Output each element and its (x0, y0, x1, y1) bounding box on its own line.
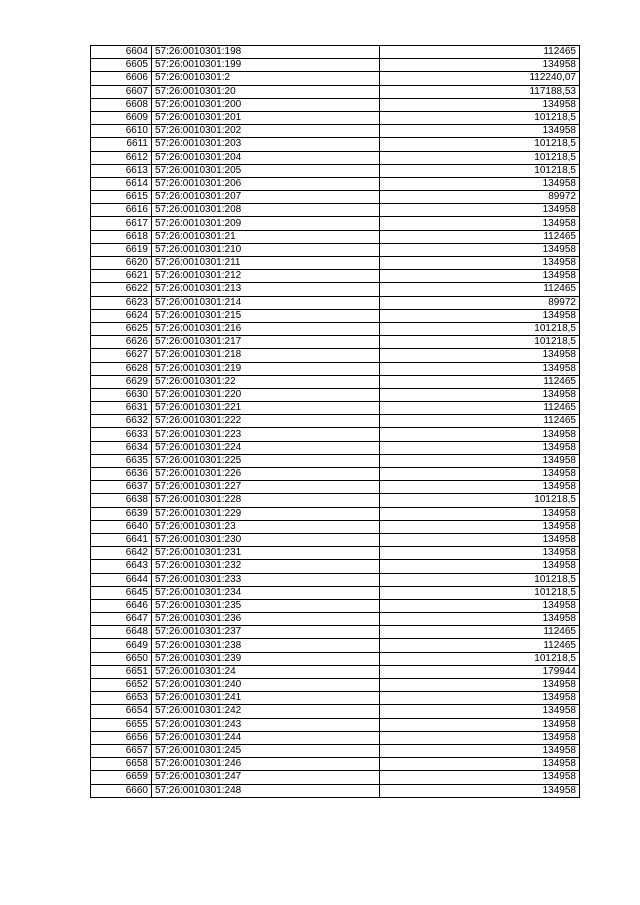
table-row (91, 322, 580, 335)
cadastral-value-cell: 101218,5 (380, 138, 580, 151)
table-row (91, 573, 580, 586)
cadastral-value-cell: 112465 (380, 230, 580, 243)
cadastral-number-cell: 57:26:0010301:225 (152, 454, 380, 467)
table-row (91, 533, 580, 546)
table-body (91, 46, 580, 798)
table-row (91, 177, 580, 190)
cadastral-value-cell: 134958 (380, 428, 580, 441)
table-row (91, 507, 580, 520)
cadastral-number-cell: 57:26:0010301:208 (152, 204, 380, 217)
cadastral-number-cell: 57:26:0010301:245 (152, 744, 380, 757)
row-number-cell: 6611 (91, 138, 152, 151)
row-number-cell: 6613 (91, 164, 152, 177)
row-number-cell: 6621 (91, 270, 152, 283)
table-row (91, 204, 580, 217)
cadastral-number-cell: 57:26:0010301:232 (152, 560, 380, 573)
cadastral-number-cell: 57:26:0010301:201 (152, 111, 380, 124)
table-row (91, 744, 580, 757)
cadastral-value-cell: 134958 (380, 547, 580, 560)
row-number-cell: 6616 (91, 204, 152, 217)
table-row (91, 586, 580, 599)
cadastral-value-cell: 134958 (380, 613, 580, 626)
table-row (91, 718, 580, 731)
row-number-cell: 6645 (91, 586, 152, 599)
cadastral-number-cell: 57:26:0010301:246 (152, 758, 380, 771)
cadastral-value-cell: 134958 (380, 257, 580, 270)
cadastral-value-cell: 112465 (380, 639, 580, 652)
table-row (91, 164, 580, 177)
table-row (91, 494, 580, 507)
cadastral-value-cell: 101218,5 (380, 151, 580, 164)
cadastral-value-cell: 101218,5 (380, 652, 580, 665)
cadastral-value-cell: 134958 (380, 270, 580, 283)
cadastral-value-cell: 101218,5 (380, 111, 580, 124)
table-row (91, 665, 580, 678)
row-number-cell: 6608 (91, 98, 152, 111)
cadastral-number-cell: 57:26:0010301:220 (152, 388, 380, 401)
cadastral-number-cell: 57:26:0010301:223 (152, 428, 380, 441)
cadastral-value-cell: 112465 (380, 375, 580, 388)
row-number-cell: 6605 (91, 59, 152, 72)
row-number-cell: 6636 (91, 468, 152, 481)
cadastral-number-cell: 57:26:0010301:235 (152, 599, 380, 612)
row-number-cell: 6627 (91, 349, 152, 362)
cadastral-number-cell: 57:26:0010301:230 (152, 533, 380, 546)
cadastral-number-cell: 57:26:0010301:203 (152, 138, 380, 151)
cadastral-value-cell: 134958 (380, 784, 580, 797)
cadastral-number-cell: 57:26:0010301:221 (152, 402, 380, 415)
table-row (91, 599, 580, 612)
cadastral-number-cell: 57:26:0010301:218 (152, 349, 380, 362)
cadastral-number-cell: 57:26:0010301:219 (152, 362, 380, 375)
row-number-cell: 6618 (91, 230, 152, 243)
row-number-cell: 6615 (91, 191, 152, 204)
cadastral-number-cell: 57:26:0010301:228 (152, 494, 380, 507)
cadastral-number-cell: 57:26:0010301:22 (152, 375, 380, 388)
row-number-cell: 6648 (91, 626, 152, 639)
row-number-cell: 6651 (91, 665, 152, 678)
cadastral-value-cell: 134958 (380, 125, 580, 138)
cadastral-number-cell: 57:26:0010301:226 (152, 468, 380, 481)
cadastral-number-cell: 57:26:0010301:231 (152, 547, 380, 560)
table-row (91, 454, 580, 467)
cadastral-number-cell: 57:26:0010301:217 (152, 336, 380, 349)
row-number-cell: 6623 (91, 296, 152, 309)
table-row (91, 349, 580, 362)
cadastral-value-cell: 134958 (380, 204, 580, 217)
row-number-cell: 6630 (91, 388, 152, 401)
row-number-cell: 6634 (91, 441, 152, 454)
cadastral-value-cell: 134958 (380, 679, 580, 692)
table-row (91, 336, 580, 349)
table-row (91, 85, 580, 98)
table-row (91, 296, 580, 309)
cadastral-value-cell: 134958 (380, 177, 580, 190)
cadastral-value-cell: 134958 (380, 243, 580, 256)
cadastral-number-cell: 57:26:0010301:229 (152, 507, 380, 520)
cadastral-value-cell: 134958 (380, 507, 580, 520)
cadastral-value-cell: 134958 (380, 362, 580, 375)
cadastral-value-table (90, 45, 580, 798)
cadastral-value-cell: 134958 (380, 705, 580, 718)
row-number-cell: 6606 (91, 72, 152, 85)
cadastral-value-cell: 117188,53 (380, 85, 580, 98)
cadastral-value-cell: 134958 (380, 309, 580, 322)
table-row (91, 639, 580, 652)
cadastral-number-cell: 57:26:0010301:200 (152, 98, 380, 111)
cadastral-value-cell: 101218,5 (380, 322, 580, 335)
cadastral-number-cell: 57:26:0010301:224 (152, 441, 380, 454)
cadastral-number-cell: 57:26:0010301:234 (152, 586, 380, 599)
table-row (91, 547, 580, 560)
table-row (91, 217, 580, 230)
row-number-cell: 6614 (91, 177, 152, 190)
row-number-cell: 6646 (91, 599, 152, 612)
cadastral-number-cell: 57:26:0010301:222 (152, 415, 380, 428)
table-row (91, 415, 580, 428)
cadastral-number-cell: 57:26:0010301:205 (152, 164, 380, 177)
cadastral-number-cell: 57:26:0010301:237 (152, 626, 380, 639)
row-number-cell: 6659 (91, 771, 152, 784)
cadastral-number-cell: 57:26:0010301:204 (152, 151, 380, 164)
cadastral-value-cell: 112465 (380, 415, 580, 428)
row-number-cell: 6626 (91, 336, 152, 349)
row-number-cell: 6639 (91, 507, 152, 520)
cadastral-number-cell: 57:26:0010301:241 (152, 692, 380, 705)
row-number-cell: 6649 (91, 639, 152, 652)
cadastral-value-cell: 134958 (380, 388, 580, 401)
row-number-cell: 6643 (91, 560, 152, 573)
table-row (91, 481, 580, 494)
table-row (91, 375, 580, 388)
cadastral-number-cell: 57:26:0010301:247 (152, 771, 380, 784)
table-row (91, 560, 580, 573)
table-row (91, 191, 580, 204)
table-row (91, 731, 580, 744)
row-number-cell: 6624 (91, 309, 152, 322)
cadastral-number-cell: 57:26:0010301:243 (152, 718, 380, 731)
cadastral-number-cell: 57:26:0010301:233 (152, 573, 380, 586)
row-number-cell: 6644 (91, 573, 152, 586)
table-row (91, 151, 580, 164)
cadastral-value-cell: 134958 (380, 731, 580, 744)
cadastral-number-cell: 57:26:0010301:239 (152, 652, 380, 665)
row-number-cell: 6657 (91, 744, 152, 757)
table-row (91, 692, 580, 705)
row-number-cell: 6654 (91, 705, 152, 718)
row-number-cell: 6632 (91, 415, 152, 428)
row-number-cell: 6612 (91, 151, 152, 164)
cadastral-value-cell: 134958 (380, 771, 580, 784)
cadastral-value-cell: 112240,07 (380, 72, 580, 85)
cadastral-value-cell: 101218,5 (380, 586, 580, 599)
row-number-cell: 6656 (91, 731, 152, 744)
table-row (91, 59, 580, 72)
row-number-cell: 6635 (91, 454, 152, 467)
row-number-cell: 6638 (91, 494, 152, 507)
cadastral-value-cell: 101218,5 (380, 573, 580, 586)
cadastral-value-cell: 89972 (380, 191, 580, 204)
cadastral-value-cell: 134958 (380, 718, 580, 731)
table-row (91, 652, 580, 665)
table-row (91, 230, 580, 243)
cadastral-value-cell: 101218,5 (380, 336, 580, 349)
cadastral-number-cell: 57:26:0010301:244 (152, 731, 380, 744)
cadastral-number-cell: 57:26:0010301:227 (152, 481, 380, 494)
row-number-cell: 6628 (91, 362, 152, 375)
row-number-cell: 6625 (91, 322, 152, 335)
row-number-cell: 6610 (91, 125, 152, 138)
row-number-cell: 6647 (91, 613, 152, 626)
cadastral-value-cell: 134958 (380, 481, 580, 494)
cadastral-number-cell: 57:26:0010301:248 (152, 784, 380, 797)
table-row (91, 758, 580, 771)
row-number-cell: 6620 (91, 257, 152, 270)
cadastral-number-cell: 57:26:0010301:206 (152, 177, 380, 190)
cadastral-number-cell: 57:26:0010301:215 (152, 309, 380, 322)
row-number-cell: 6604 (91, 46, 152, 59)
cadastral-value-cell: 112465 (380, 626, 580, 639)
table-row (91, 468, 580, 481)
table-row (91, 428, 580, 441)
row-number-cell: 6640 (91, 520, 152, 533)
table-row (91, 111, 580, 124)
table-row (91, 270, 580, 283)
cadastral-value-cell: 134958 (380, 744, 580, 757)
cadastral-value-cell: 134958 (380, 520, 580, 533)
cadastral-value-cell: 134958 (380, 692, 580, 705)
cadastral-value-cell: 112465 (380, 46, 580, 59)
table-row (91, 243, 580, 256)
table-row (91, 362, 580, 375)
row-number-cell: 6642 (91, 547, 152, 560)
cadastral-number-cell: 57:26:0010301:213 (152, 283, 380, 296)
table-row (91, 784, 580, 797)
row-number-cell: 6653 (91, 692, 152, 705)
table-row (91, 520, 580, 533)
cadastral-number-cell: 57:26:0010301:21 (152, 230, 380, 243)
cadastral-value-cell: 134958 (380, 560, 580, 573)
table-row (91, 98, 580, 111)
cadastral-value-cell: 134958 (380, 59, 580, 72)
cadastral-value-cell: 134958 (380, 349, 580, 362)
cadastral-value-cell: 101218,5 (380, 494, 580, 507)
cadastral-number-cell: 57:26:0010301:210 (152, 243, 380, 256)
cadastral-number-cell: 57:26:0010301:209 (152, 217, 380, 230)
cadastral-value-cell: 134958 (380, 599, 580, 612)
cadastral-number-cell: 57:26:0010301:211 (152, 257, 380, 270)
cadastral-value-cell: 134958 (380, 758, 580, 771)
cadastral-number-cell: 57:26:0010301:2 (152, 72, 380, 85)
table-row (91, 679, 580, 692)
cadastral-number-cell: 57:26:0010301:23 (152, 520, 380, 533)
cadastral-value-cell: 112465 (380, 402, 580, 415)
cadastral-value-cell: 134958 (380, 454, 580, 467)
cadastral-value-cell: 179944 (380, 665, 580, 678)
row-number-cell: 6609 (91, 111, 152, 124)
table-row (91, 388, 580, 401)
table-row (91, 626, 580, 639)
row-number-cell: 6617 (91, 217, 152, 230)
row-number-cell: 6658 (91, 758, 152, 771)
cadastral-number-cell: 57:26:0010301:214 (152, 296, 380, 309)
table-row (91, 72, 580, 85)
cadastral-number-cell: 57:26:0010301:242 (152, 705, 380, 718)
row-number-cell: 6622 (91, 283, 152, 296)
cadastral-number-cell: 57:26:0010301:207 (152, 191, 380, 204)
row-number-cell: 6650 (91, 652, 152, 665)
table-row (91, 138, 580, 151)
cadastral-number-cell: 57:26:0010301:238 (152, 639, 380, 652)
cadastral-value-cell: 101218,5 (380, 164, 580, 177)
cadastral-number-cell: 57:26:0010301:236 (152, 613, 380, 626)
table-row (91, 613, 580, 626)
cadastral-value-cell: 134958 (380, 468, 580, 481)
cadastral-number-cell: 57:26:0010301:199 (152, 59, 380, 72)
row-number-cell: 6607 (91, 85, 152, 98)
cadastral-number-cell: 57:26:0010301:216 (152, 322, 380, 335)
cadastral-value-cell: 134958 (380, 217, 580, 230)
row-number-cell: 6637 (91, 481, 152, 494)
table-row (91, 125, 580, 138)
cadastral-number-cell: 57:26:0010301:24 (152, 665, 380, 678)
cadastral-value-cell: 134958 (380, 441, 580, 454)
table-row (91, 46, 580, 59)
row-number-cell: 6633 (91, 428, 152, 441)
table-row (91, 257, 580, 270)
cadastral-value-cell: 134958 (380, 533, 580, 546)
row-number-cell: 6652 (91, 679, 152, 692)
cadastral-number-cell: 57:26:0010301:212 (152, 270, 380, 283)
cadastral-value-cell: 134958 (380, 98, 580, 111)
table-row (91, 309, 580, 322)
table-row (91, 771, 580, 784)
cadastral-number-cell: 57:26:0010301:202 (152, 125, 380, 138)
row-number-cell: 6660 (91, 784, 152, 797)
table-row (91, 705, 580, 718)
table-row (91, 402, 580, 415)
cadastral-number-cell: 57:26:0010301:20 (152, 85, 380, 98)
row-number-cell: 6641 (91, 533, 152, 546)
row-number-cell: 6629 (91, 375, 152, 388)
row-number-cell: 6655 (91, 718, 152, 731)
cadastral-value-cell: 112465 (380, 283, 580, 296)
cadastral-value-cell: 89972 (380, 296, 580, 309)
table-row (91, 283, 580, 296)
cadastral-number-cell: 57:26:0010301:198 (152, 46, 380, 59)
row-number-cell: 6619 (91, 243, 152, 256)
cadastral-number-cell: 57:26:0010301:240 (152, 679, 380, 692)
row-number-cell: 6631 (91, 402, 152, 415)
table-row (91, 441, 580, 454)
